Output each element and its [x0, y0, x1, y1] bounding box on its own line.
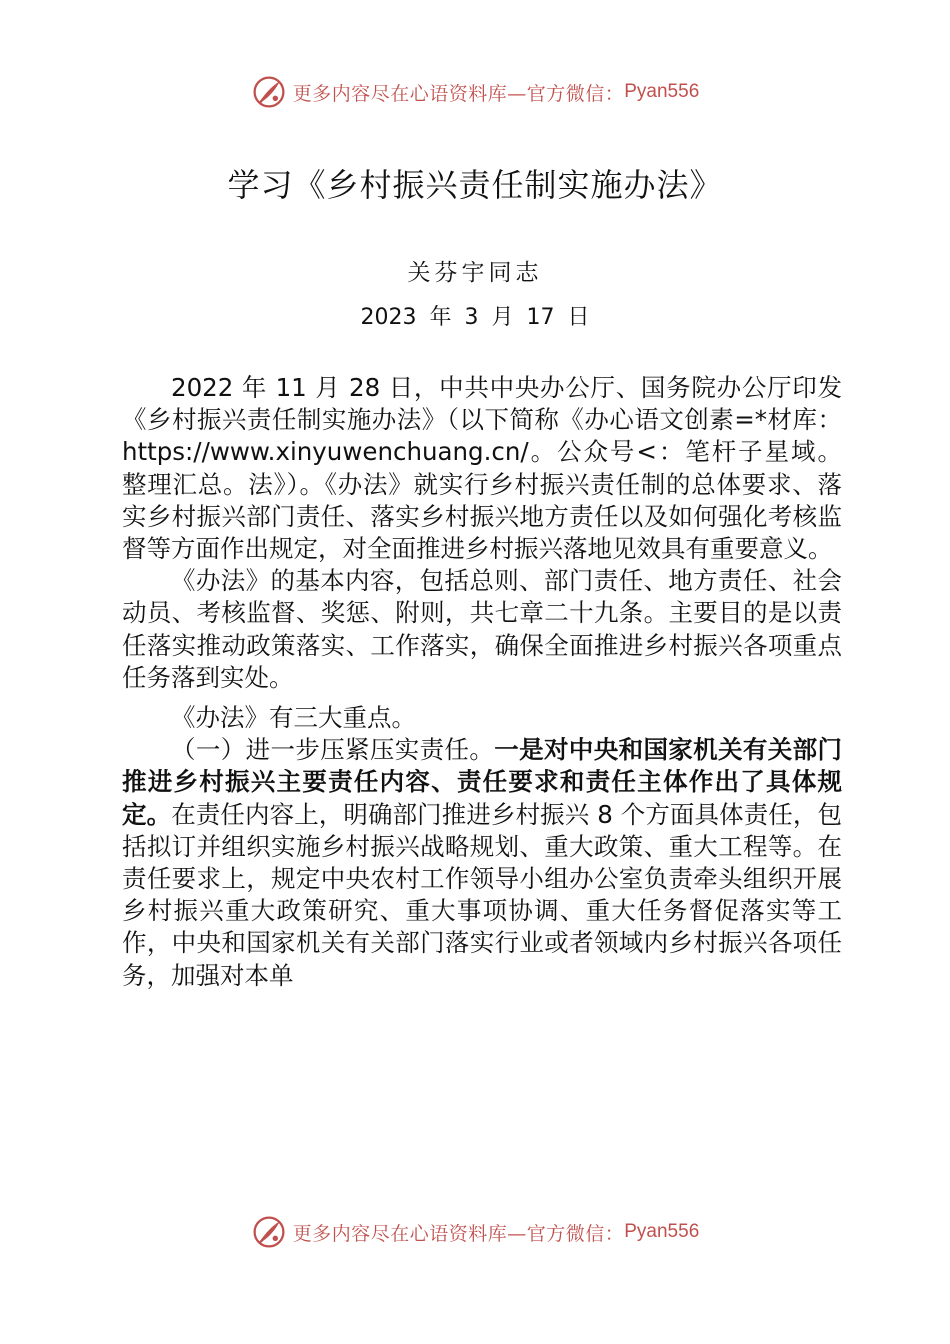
paragraph-4-text: 在责任内容上，明确部门推进乡村振兴 8 个方面具体责任，包括拟订并组织实施乡村振兴战略规划、重大政策、重大工程等。在责任要求上，规定中央农村工作领导小组办公室负责牵头组织开展乡村振兴重大政策研究、重大事项协调、重大任务督促落实等工作，中央和国家机关有关部门落实行业或者领域内乡村振兴各项任务，加强对本单 — [122, 799, 842, 990]
header-banner — [0, 72, 950, 112]
footer-banner — [0, 1212, 950, 1252]
paragraph-2: 《办法》的基本内容，包括总则、部门责任、地方责任、社会动员、考核监督、奖惩、附则，共七章二十九条。主要目的是以责任落实推动政策落实、工作落实，确保全面推进乡村振兴各项重点任务落到实处。 — [122, 566, 842, 692]
paragraph-1: 2022 年 11 月 28 日，中共中央办公厅、国务院办公厅印发《乡村振兴责任制实施办法》（以下简称《办心语文创素=*材库：https://www.xinyuwenchuang.cn/。公众号<：笔杆子星域。整理汇总。法》）。《办法》就实行乡村振兴责任制的总体要求、落实乡村振兴部门责任、落实乡村振兴地方责任以及如何强化考核监督等方面作出规定，对全面推进乡村振兴落地见效具有重要意义。 — [122, 373, 842, 564]
quill-logo-icon — [251, 74, 287, 110]
paragraph-4 — [122, 734, 842, 992]
banner-text: 更多内容尽在心语资料库—官方微信： — [292, 1222, 625, 1245]
document-title: 学习《乡村振兴责任制实施办法》 — [227, 166, 723, 204]
banner-text: 更多内容尽在心语资料库—官方微信： — [292, 82, 625, 105]
bold-statement: 一是对中央和国家机关有关部门推进乡村振兴主要责任内容、责任要求和责任主体作出了具体规定。 — [122, 735, 842, 829]
document-body — [122, 372, 842, 992]
paragraph-3: 《办法》有三大重点。 — [171, 703, 416, 733]
banner-wechat-id: Pyan556 — [624, 1221, 700, 1242]
quill-logo-icon — [251, 1214, 287, 1250]
section-heading: （一）进一步压紧压实责任。 — [171, 735, 495, 765]
document-date: 2023 年 3 月 17 日 — [360, 305, 590, 330]
document-author: 关芬宇同志 — [407, 260, 543, 286]
banner-wechat-id: Pyan556 — [624, 81, 700, 102]
